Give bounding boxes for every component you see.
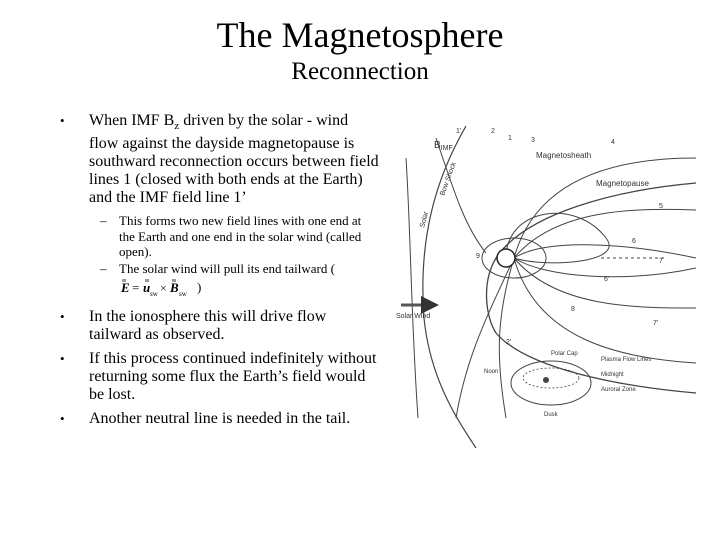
magnetopause-label: Magnetopause bbox=[596, 179, 649, 188]
auroral-zone-label: Auroral Zone bbox=[601, 387, 636, 393]
bullet-dot-icon: • bbox=[60, 113, 65, 128]
solar-wind-label: Solar Wind bbox=[396, 313, 431, 320]
formula-times: × bbox=[160, 281, 167, 296]
magnetopause-curve bbox=[487, 183, 696, 393]
dash-icon: – bbox=[100, 260, 107, 276]
slide-subtitle: Reconnection bbox=[291, 58, 429, 85]
line-number: 2 bbox=[491, 128, 495, 135]
bullet-dot-icon: • bbox=[60, 410, 65, 426]
slide-title: The Magnetosphere bbox=[216, 15, 504, 55]
line-number: 6 bbox=[632, 238, 636, 245]
line-number: 5 bbox=[659, 203, 663, 210]
dusk-label: Dusk bbox=[544, 412, 558, 418]
bullet-dot-icon: • bbox=[60, 308, 65, 324]
bullet-dot-icon: • bbox=[60, 350, 65, 366]
open-field-line bbox=[456, 258, 514, 418]
bullet-text: In the ionosphere this will drive flow tailward as observed. bbox=[89, 307, 327, 343]
magnetosheath-label: Magnetosheath bbox=[536, 151, 592, 160]
plasma-flow-label: Plasma Flow Lines bbox=[601, 357, 652, 363]
sub-bullet-text: This forms two new field lines with one end at the Earth and one end in the solar wind (called open). bbox=[119, 213, 362, 260]
bimf-label: $B_{IMF}$ bbox=[434, 140, 453, 152]
bullet-subscript: z bbox=[174, 120, 180, 133]
bow-shock-label: Bow Shock bbox=[439, 161, 458, 197]
noon-label: Noon bbox=[484, 369, 499, 375]
magnetosphere-svg bbox=[396, 118, 700, 490]
formula-u-sub: sw bbox=[150, 290, 158, 299]
earth-icon bbox=[497, 249, 515, 267]
open-field-line bbox=[514, 158, 696, 258]
formula-close: ) bbox=[197, 279, 202, 295]
line-number: 1' bbox=[456, 128, 462, 135]
line-number: 9 bbox=[476, 253, 480, 260]
line-number: 6' bbox=[604, 276, 610, 283]
open-field-line bbox=[514, 258, 696, 363]
bullet-item bbox=[60, 350, 380, 404]
polar-cap-dot bbox=[543, 377, 549, 383]
sub-bullet-item bbox=[60, 261, 380, 302]
line-number: 1 bbox=[508, 135, 512, 142]
bullet-text: Another neutral line is needed in the tail. bbox=[89, 409, 351, 427]
open-field-line bbox=[514, 209, 696, 258]
dash-icon: – bbox=[100, 213, 107, 229]
tail-field-line bbox=[514, 258, 696, 277]
electric-field-formula bbox=[119, 276, 197, 302]
polar-cap-label: Polar Cap bbox=[551, 351, 578, 357]
bullet-item bbox=[60, 112, 380, 207]
line-number: 7 bbox=[659, 258, 663, 265]
formula-b-sub: sw bbox=[179, 290, 187, 299]
bullet-text: When IMF $B_z$ driven by the solar - wind flow against the dayside magnetopause is southward reconnection occurs between field lines 1 (closed with both ends at the Earth) and the IMF field line 1’ bbox=[89, 112, 379, 207]
bullet-item bbox=[60, 308, 380, 344]
line-number: 8 bbox=[571, 306, 575, 313]
line-number: 7' bbox=[653, 320, 659, 327]
sub-bullet-item bbox=[60, 213, 380, 260]
imf-line bbox=[406, 158, 418, 418]
sub-bullet-list bbox=[60, 213, 380, 302]
sub-bullet-text: The solar wind will pull its end tailward ( bbox=[119, 260, 335, 276]
line-number: 4 bbox=[611, 139, 615, 146]
formula-u: u bbox=[143, 280, 151, 296]
line-number: 2' bbox=[506, 339, 512, 346]
formula-e: E bbox=[121, 280, 130, 296]
ionosphere-inset bbox=[511, 361, 591, 405]
bullet-item bbox=[60, 410, 380, 428]
bullet-text: If this process continued indefinitely without returning some flux the Earth’s field would be lost. bbox=[89, 349, 377, 403]
magnetosphere-diagram bbox=[396, 118, 700, 490]
formula-eq: = bbox=[132, 280, 140, 296]
midnight-label: Midnight bbox=[601, 372, 624, 378]
formula-b: B bbox=[170, 280, 179, 296]
solar-flow-label: Solar bbox=[419, 210, 431, 229]
line-number: 3 bbox=[531, 137, 535, 144]
bullet-list bbox=[60, 112, 380, 434]
open-field-line bbox=[514, 258, 696, 308]
